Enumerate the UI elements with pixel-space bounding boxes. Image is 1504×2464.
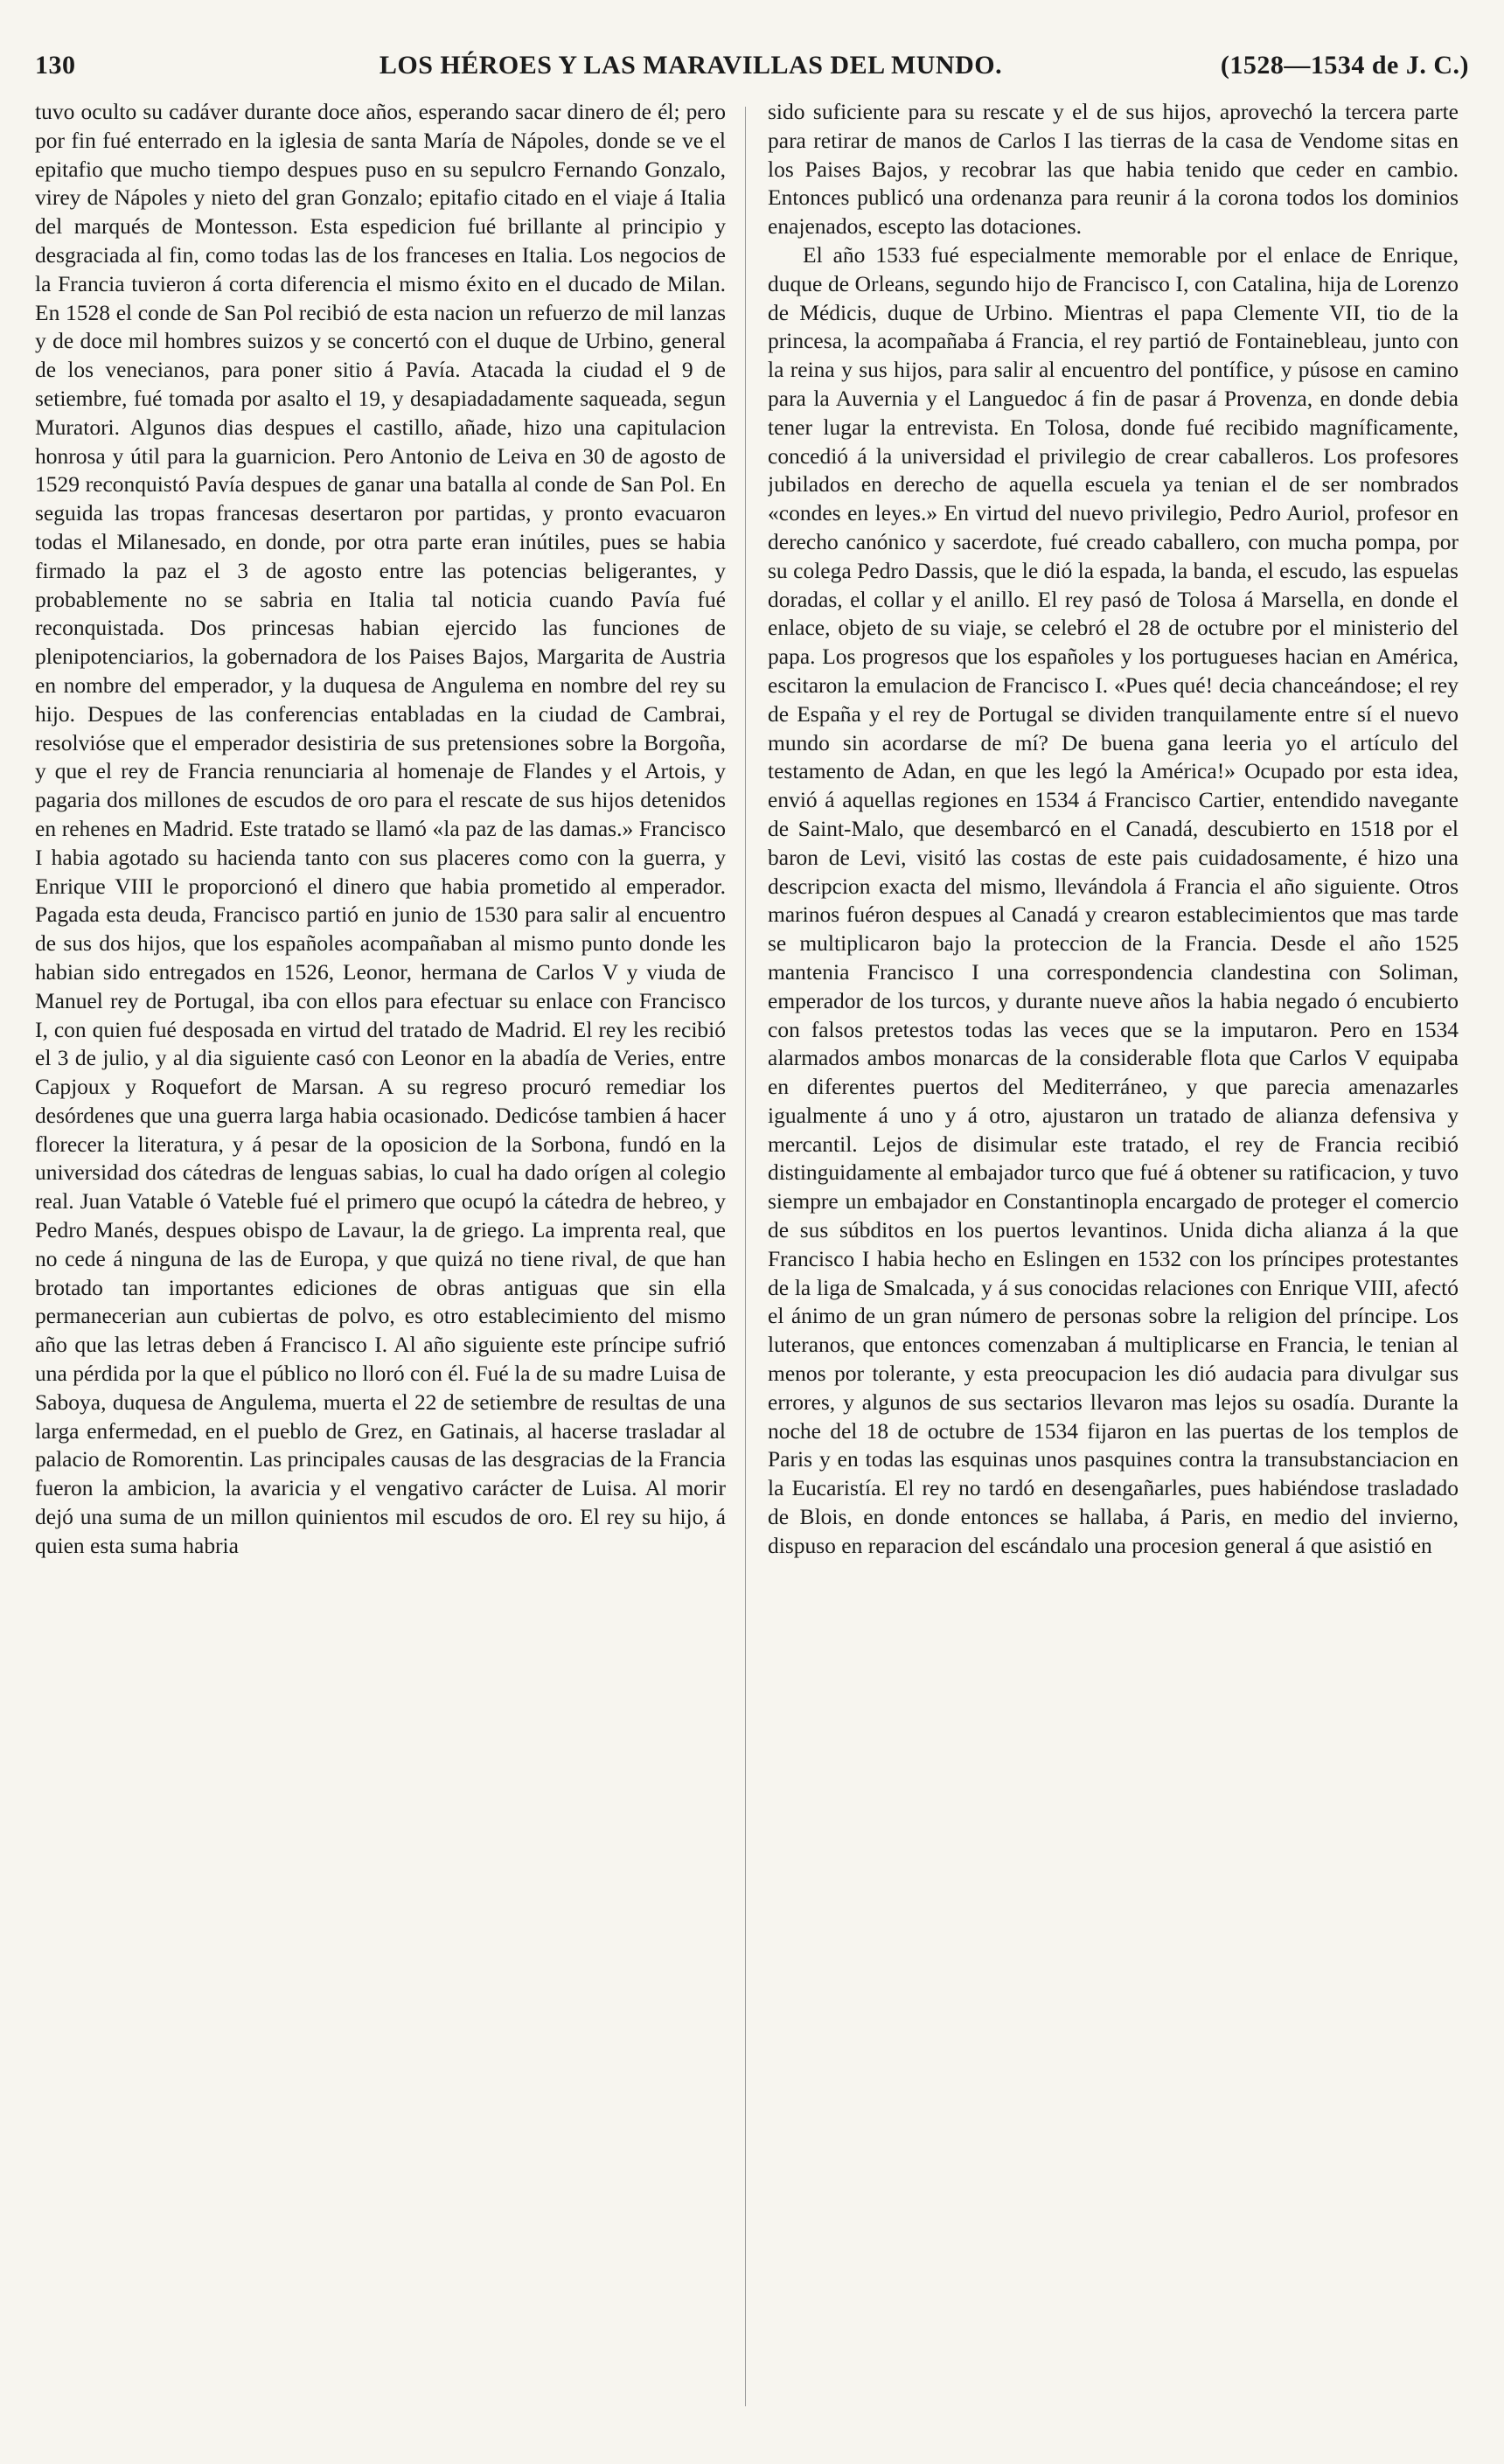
paragraph-right-2: El año 1533 fué especialmente memorable por el enlace de Enrique, duque de Orleans, segundo hijo de Francisco I, con Catalina, hija de Lorenzo de Médicis, duque de Urbino. Mientras el papa Clemente VII, tio de la princesa, la acompañaba á Francia, el rey partió de Fontainebleau, junto con la reina y sus hijos, para salir al encuentro del pontífice, y púsose en camino para la Auvernia y el Languedoc á fin de pasar á Provenza, en donde debia tener lugar la entrevista. En Tolosa, donde fué recibido magníficamente, concedió á la universidad el privilegio de crear caballeros. Los profesores jubilados en derecho de aquella escuela ya tenian el de ser nombrados «condes en leyes.» En virtud del nuevo privilegio, Pedro Auriol, profesor en derecho canónico y sacerdote, fué creado caballero, con mucha pompa, por su colega Pedro Dassis, que le dió la espada, la banda, el escudo, las espuelas doradas, el collar y el anillo. El rey pasó de Tolosa á Marsella, en donde el enlace, objeto de su viaje, se celebró el 28 de octubre por el ministerio del papa. Los progresos que los españoles y los portugueses hacian en América, escitaron la emulacion de Francisco I. «Pues qué! decia chanceándose; el rey de España y el rey de Portugal se dividen tranquilamente entre sí el nuevo mundo sin acordarse de mí? De buena gana leeria yo el artículo del testamento de Adan, en que les legó la América!» Ocupado por esta idea, envió á aquellas regiones en 1534 á Francisco Cartier, entendido navegante de Saint-Malo, que desembarcó en el Canadá, descubierto en 1518 por el baron de Levi, visitó las costas de este pais cuidadosamente, é hizo una descripcion exacta del mismo, llevándola á Francia el año siguiente. Otros marinos fuéron despues al Canadá y crearon establecimientos que mas tarde se multiplicaron bajo la proteccion de la Francia. Desde el año 1525 mantenia Francisco I una correspondencia clandestina con Soliman, emperador de los turcos, y durante nueve años la habia negado ó encubierto con falsos pretestos todas las veces que se la imputaron. Pero en 1534 alarmados ambos monarcas de la considerable flota que Carlos V equipaba en diferentes puertos del Mediterráneo, y que parecia amenazarles igualmente á uno y á otro, ajustaron un tratado de alianza defensiva y mercantil. Lejos de disimular este tratado, el rey de Francia recibió distinguidamente al embajador turco que fué á obtener su ratificacion, y tuvo siempre un embajador en Constantinopla encargado de proteger el comercio de sus súbditos en los puertos levantinos. Unida dicha alianza á la que Francisco I habia hecho en Eslingen en 1532 con los príncipes protestantes de la liga de Smalcada, y á sus conocidas relaciones con Enrique VIII, afectó el ánimo de un gran número de personas sobre la religion del príncipe. Los luteranos, que entonces comenzaban á multiplicarse en Francia, le tenian al menos por tolerante, y esta preocupacion les dió audacia para divulgar sus errores, y algunos de sus sectarios llevaron mas lejos su osadía. Durante la noche del 18 de octubre de 1534 fijaron en las puertas de los templos de Paris y en todas las esquinas unos pasquines contra la transubstanciacion en la Eucaristía. El rey no tardó en desengañarles, pues habiéndose trasladado de Blois, en donde entonces se hallaba, á Paris, en medio del invierno, dispuso en reparacion del escándalo una procesion general á que asistió en — [768, 241, 1459, 1558]
paragraph-left-1: tuvo oculto su cadáver durante doce años, esperando sacar dinero de él; pero por fin fué enterrado en la iglesia de santa María de Nápoles, donde se ve el epitafio que mucho tiempo despues puso en su sepulcro Fernando Gonzalo, virey de Nápoles y nieto del gran Gonzalo; epitafio citado en el viaje á Italia del marqués de Montesson. Esta espedicion fué brillante al principio y desgraciada al fin, como todas las de los franceses en Italia. Los negocios de la Francia tuvieron á corta diferencia el mismo éxito en el ducado de Milan. En 1528 el conde de San Pol recibió de esta nacion un refuerzo de mil lanzas y de doce mil hombres suizos y se concertó con el duque de Urbino, general de los venecianos, para poner sitio á Pavía. Atacada la ciudad el 9 de setiembre, fué tomada por asalto el 19, y desapiadadamente saqueada, segun Muratori. Algunos dias despues el castillo, añade, hizo una capitulacion honrosa y útil para la guarnicion. Pero Antonio de Leiva en 30 de agosto de 1529 reconquistó Pavía despues de ganar una batalla al conde de San Pol. En seguida las tropas francesas desertaron por partidas, y pronto evacuaron todas el Milanesado, en donde, por otra parte eran inútiles, pues se habia firmado la paz el 3 de agosto entre las potencias beligerantes, y probablemente no se sabria en Italia tal noticia cuando Pavía fué reconquistada. Dos princesas habian ejercido las funciones de plenipotenciarios, la gobernadora de los Paises Bajos, Margarita de Austria en nombre del emperador, y la duquesa de Angulema en nombre del rey su hijo. Despues de las conferencias entabladas en la ciudad de Cambrai, resolvióse que el emperador desistiria de sus pretensiones sobre la Borgoña, y que el rey de Francia renunciaria al homenaje de Flandes y el Artois, y pagaria dos millones de escudos de oro para el rescate de sus hijos detenidos en rehenes en Madrid. Este tratado se llamó «la paz de las damas.» Francisco I habia agotado su hacienda tanto con sus placeres como con la guerra, y Enrique VIII le proporcionó el dinero que habia prometido al emperador. Pagada esta deuda, Francisco partió en junio de 1530 para salir al encuentro de sus dos hijos, que los españoles acompañaban al mismo punto donde les habian sido entregados en 1526, Leonor, hermana de Carlos V y viuda de Manuel rey de Portugal, iba con ellos para efectuar su enlace con Francisco I, con quien fué desposada en virtud del tratado de Madrid. El rey les recibió el 3 de julio, y al dia siguiente casó con Leonor en la abadía de Veries, entre Capjoux y Roquefort de Marsan. A su regreso procuró remediar los desórdenes que una guerra larga habia ocasionado. Dedicóse tambien á hacer florecer la literatura, y á pesar de la oposicion de la Sorbona, fundó en la universidad dos cátedras de lenguas sabias, lo cual ha dado orígen al colegio real. Juan Vatable ó Vateble fué el primero que ocupó la cátedra de hebreo, y Pedro Manés, despues obispo de Lavaur, la de griego. La imprenta real, que no cede á ninguna de las de Europa, y que quizá no tiene rival, de que han brotado tan importantes ediciones de obras antiguas que sin ella permanecerian aun cubiertas de polvo, es otro establecimiento del mismo año que las letras deben á Francisco I. Al año siguiente este príncipe sufrió una pérdida por la que el público no lloró con él. Fué la de su madre Luisa de Saboya, duquesa de Angulema, muerta el 22 de setiembre de resultas de una larga enfermedad, en el pueblo de Grez, en Gatinais, al hacerse trasladar al palacio de Romorentin. Las principales causas de las desgracias de la Francia fueron la ambicion, la avaricia y el vengativo carácter de Luisa. Al morir dejó una suma de un millon quinientos mil escudos de oro. El rey su hijo, á quien esta suma habria — [35, 99, 726, 1558]
paragraph-right-1: sido suficiente para su rescate y el de sus hijos, aprovechó la tercera parte para retirar de manos de Carlos I las tierras de la casa de Vendome sitas en los Paises Bajos, y recobrar las que habia tenido que ceder en cambio. Entonces publicó una ordenanza para reunir á la corona todos los dominios enajenados, escepto las dotaciones. — [768, 99, 1459, 240]
running-header — [35, 42, 1469, 91]
left-column — [35, 98, 726, 2415]
date-range: (1528—1534 de J. C.) — [1220, 51, 1469, 80]
text-columns — [35, 98, 1469, 2415]
page — [35, 42, 1469, 2429]
column-divider — [745, 107, 746, 2406]
running-title: LOS HÉROES Y LAS MARAVILLAS DEL MUNDO. — [379, 51, 1003, 80]
page-number: 130 — [35, 51, 76, 80]
right-column — [768, 98, 1459, 2415]
